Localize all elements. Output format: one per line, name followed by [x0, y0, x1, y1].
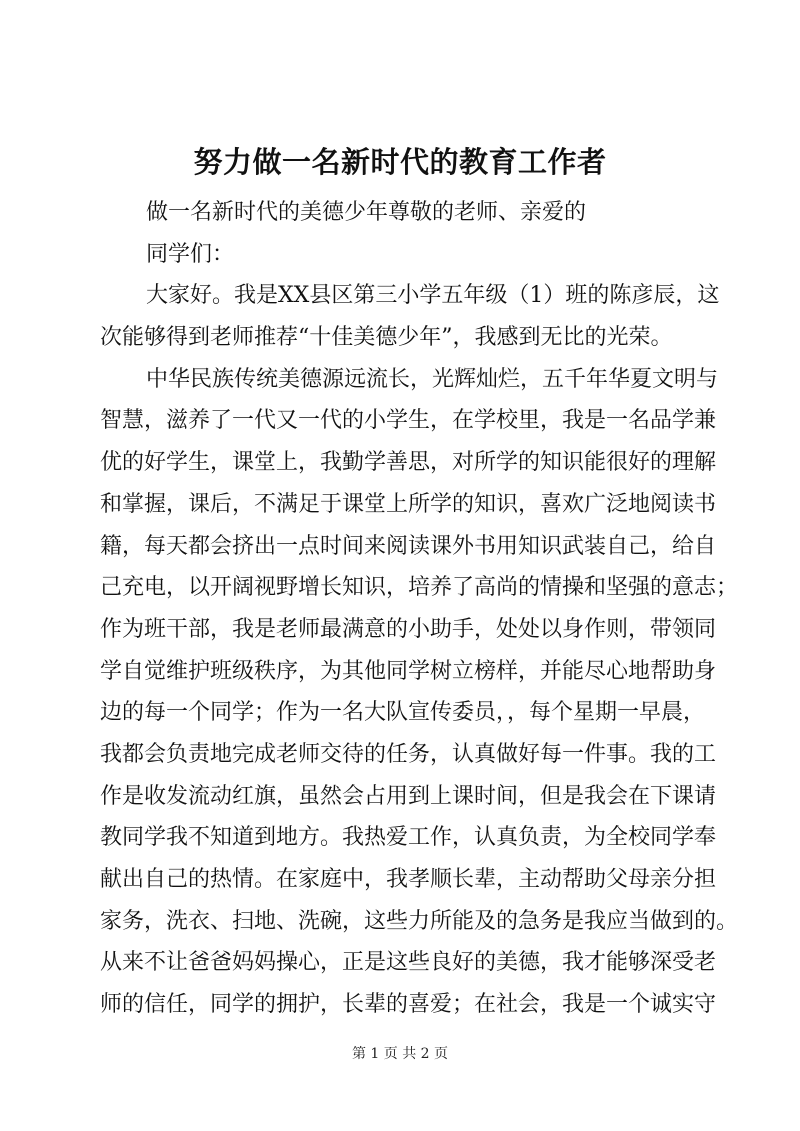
body-line: 同学们： [146, 241, 235, 267]
body-line: 优的好学生，课堂上，我勤学善思，对所学的知识能很好的理解 [100, 450, 717, 476]
body-line: 中华民族传统美德源远流长，光辉灿烂，五千年华夏文明与 [146, 366, 719, 392]
page-number-footer: 第 1 页 共 2 页 [351, 1046, 449, 1062]
body-line: 做一名新时代的美德少年尊敬的老师、亲爱的 [146, 200, 587, 225]
body-line: 师的信任，同学的拥护，长辈的喜爱；在社会，我是一个诚实守 [100, 992, 717, 1018]
body-line: 作为班干部，我是老师最满意的小助手，处处以身作则，带领同 [100, 616, 717, 642]
body-line: 教同学我不知道到地方。我热爱工作，认真负责，为全校同学奉 [100, 825, 717, 851]
body-line: 智慧，滋养了一代又一代的小学生，在学校里，我是一名品学兼 [100, 408, 717, 434]
body-line: 献出自己的热情。在家庭中，我孝顺长辈，主动帮助父母亲分担 [100, 867, 717, 892]
body-line: 和掌握，课后，不满足于课堂上所学的知识，喜欢广泛地阅读书 [100, 491, 717, 517]
body-line: 己充电，以开阔视野增长知识，培养了高尚的情操和坚强的意志； [100, 575, 739, 601]
body-line: 大家好。我是XX县区第三小学五年级（1）班的陈彦辰，这 [146, 283, 720, 309]
document-title: 努力做一名新时代的教育工作者 [193, 145, 607, 179]
body-line: 作是收发流动红旗，虽然会占用到上课时间，但是我会在下课请 [100, 783, 717, 809]
body-line: 籍，每天都会挤出一点时间来阅读课外书用知识武装自己，给自 [100, 533, 717, 559]
body-line: 次能够得到老师推荐“十佳美德少年”，我感到无比的光荣。 [100, 325, 673, 351]
body-line: 我都会负责地完成老师交待的任务，认真做好每一件事。我的工 [100, 741, 717, 767]
body-line: 学自觉维护班级秩序，为其他同学树立榜样，并能尽心地帮助身 [100, 658, 717, 684]
body-line: 从来不让爸爸妈妈操心，正是这些良好的美德，我才能够深受老 [100, 950, 717, 976]
body-line: 边的每一个同学；作为一名大队宣传委员，，每个星期一早晨， [100, 700, 706, 726]
body-line: 家务，洗衣、扫地、洗碗，这些力所能及的急务是我应当做到的。 [100, 908, 739, 934]
document-body [100, 192, 739, 1026]
